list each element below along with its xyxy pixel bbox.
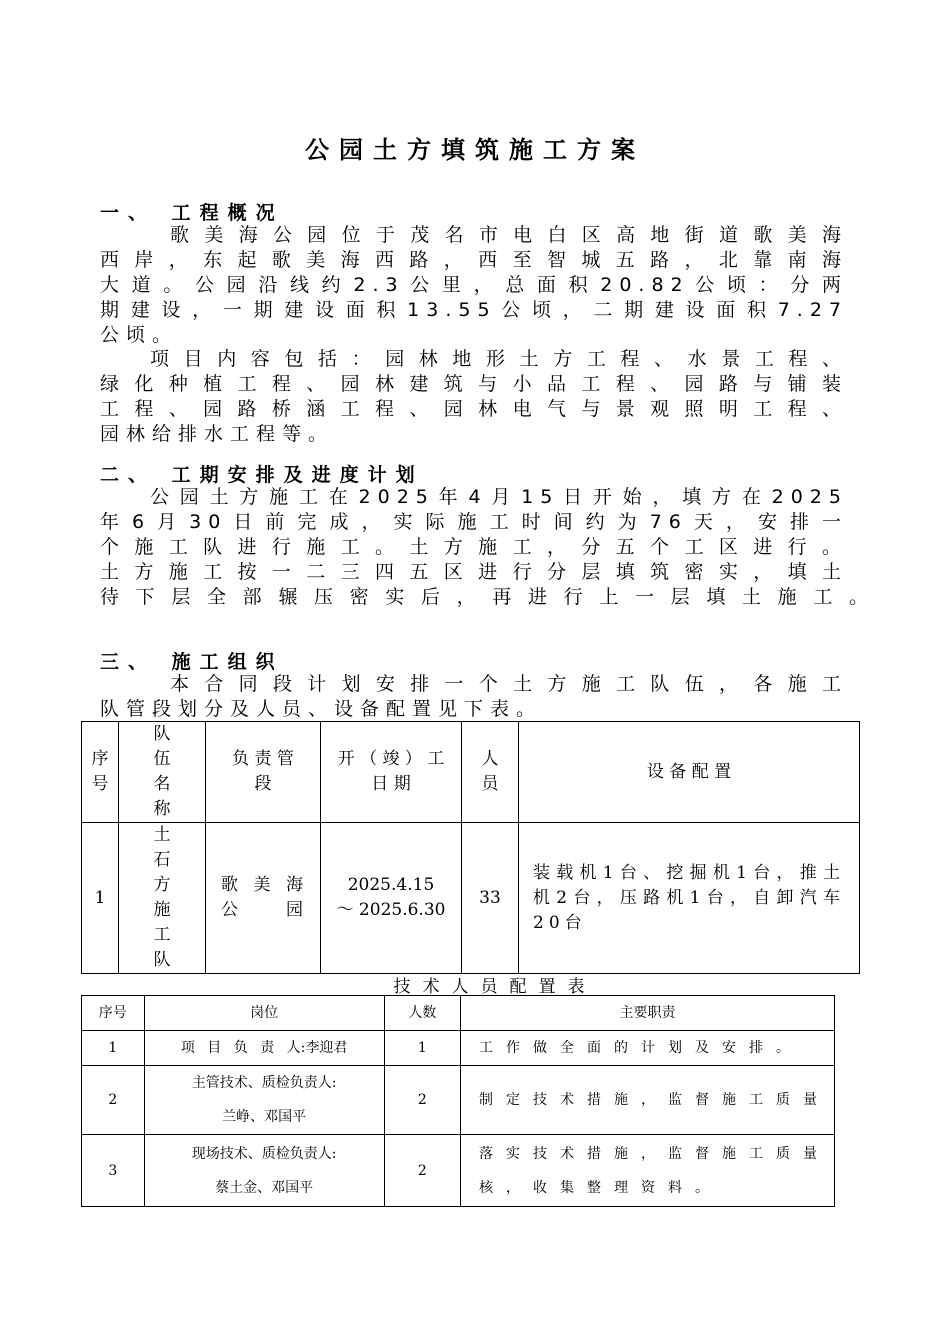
header-count: 人数: [384, 996, 460, 1031]
table-row: [82, 1135, 835, 1207]
section2-heading: 二、 工期安排及进度计划: [100, 464, 424, 486]
text-line: 土方施工按一二三四五区进行分层填筑密实，填土: [100, 561, 848, 583]
date-start: 2025.4.15: [347, 875, 435, 895]
text-line: 公顷。: [100, 324, 179, 346]
header-no: 序号: [82, 996, 145, 1031]
header-people: 人员: [462, 722, 519, 823]
text-line: 本合同段计划安排一个土方施工队伍，各施工: [170, 673, 848, 695]
text-line: 个施工队进行施工。土方施工，分五个工区进行。: [100, 536, 848, 558]
table-row: [82, 823, 860, 974]
duty-line: 落实技术措施，监督施工质量: [479, 1145, 830, 1162]
cell-no: 1: [82, 1031, 145, 1066]
cell-post: 项 目 负 责 人:李迎君: [144, 1031, 384, 1066]
text-line: 队管段划分及人员、设备配置见下表。: [100, 698, 543, 720]
page-title: 公园土方填筑施工方案: [305, 136, 645, 164]
cell-count: 2: [384, 1066, 460, 1135]
cell-count: 2: [384, 1135, 460, 1207]
section2-paragraph: [100, 485, 875, 610]
cell-post: [144, 1135, 384, 1207]
text-line: 公园土方施工在2025年4月15日开始，填方在2025: [150, 486, 848, 508]
cell-duty: 制定技术措施，监督施工质量: [461, 1066, 835, 1135]
header-no: 序号: [82, 722, 119, 823]
section3-heading: 三、 施工组织: [100, 651, 284, 673]
header-team: 队伍名称: [119, 722, 206, 823]
cell-equipment: 装载机1台、挖掘机1台，推土机2台，压路机1台，自卸汽车20台: [519, 823, 860, 974]
header-post: 岗位: [144, 996, 384, 1031]
cell-date: [321, 823, 462, 974]
section1-paragraph1: [100, 223, 848, 348]
table-row: [82, 1031, 835, 1066]
text-line: 年6月30日前完成，实际施工时间约为76天，安排一: [100, 511, 848, 533]
post-line: 主管技术、质检负责人:: [191, 1075, 337, 1091]
date-end: ～ 2025.6.30: [336, 900, 446, 920]
header-duty: 主要职责: [461, 996, 835, 1031]
table-header-row: [82, 722, 860, 823]
staff-table-title: 技术人员配置表: [393, 977, 597, 997]
section1-paragraph2: [100, 347, 848, 447]
cell-no: 2: [82, 1066, 145, 1135]
cell-duty: 工作做全面的计划及安排。: [461, 1031, 835, 1066]
cell-no: 3: [82, 1135, 145, 1207]
text-line: 歌美海公园位于茂名市电白区高地街道歌美海: [170, 224, 848, 246]
duty-line: 核，收集整理资料。: [479, 1179, 722, 1196]
post-line: 现场技术、质检负责人:: [191, 1145, 337, 1162]
text-line: 工程、园路桥涵工程、园林电气与景观照明工程、: [100, 398, 848, 420]
header-date: 开 （ 竣 ） 工 日 期: [321, 722, 462, 823]
cell-people: 33: [462, 823, 519, 974]
text-line: 项目内容包括：园林地形土方工程、水景工程、: [150, 348, 848, 370]
section3-paragraph: [100, 672, 848, 722]
post-names: 兰峥、邓国平: [222, 1109, 307, 1125]
text-line: 绿化种植工程、园林建筑与小品工程、园路与铺装: [100, 373, 848, 395]
section1-heading: 一、 工程概况: [100, 202, 284, 224]
text-line: 待下层全部辗压密实后，再进行上一层填土施工。: [100, 586, 875, 608]
cell-duty: [461, 1135, 835, 1207]
cell-post: [144, 1066, 384, 1135]
team-table: [81, 721, 860, 974]
table-row: [82, 1066, 835, 1135]
text-line: 大道。公园沿线约2.3公里，总面积20.82公顷：分两: [100, 274, 848, 296]
text-line: 期建设，一期建设面积13.55公顷，二期建设面积7.27: [100, 299, 848, 321]
cell-no: 1: [82, 823, 119, 974]
header-equipment: 设 备 配 置: [519, 722, 860, 823]
post-names: 蔡土金、邓国平: [215, 1179, 314, 1196]
text-line: 西岸，东起歌美海西路，西至智城五路，北靠南海: [100, 249, 848, 271]
cell-team: 土石方施工队: [119, 823, 206, 974]
text-line: 园林给排水工程等。: [100, 423, 335, 445]
staff-table: [81, 995, 835, 1207]
table-header-row: [82, 996, 835, 1031]
cell-count: 1: [384, 1031, 460, 1066]
cell-section: 歌 美 海 公 园: [206, 823, 321, 974]
header-section: 负 责 管 段: [206, 722, 321, 823]
